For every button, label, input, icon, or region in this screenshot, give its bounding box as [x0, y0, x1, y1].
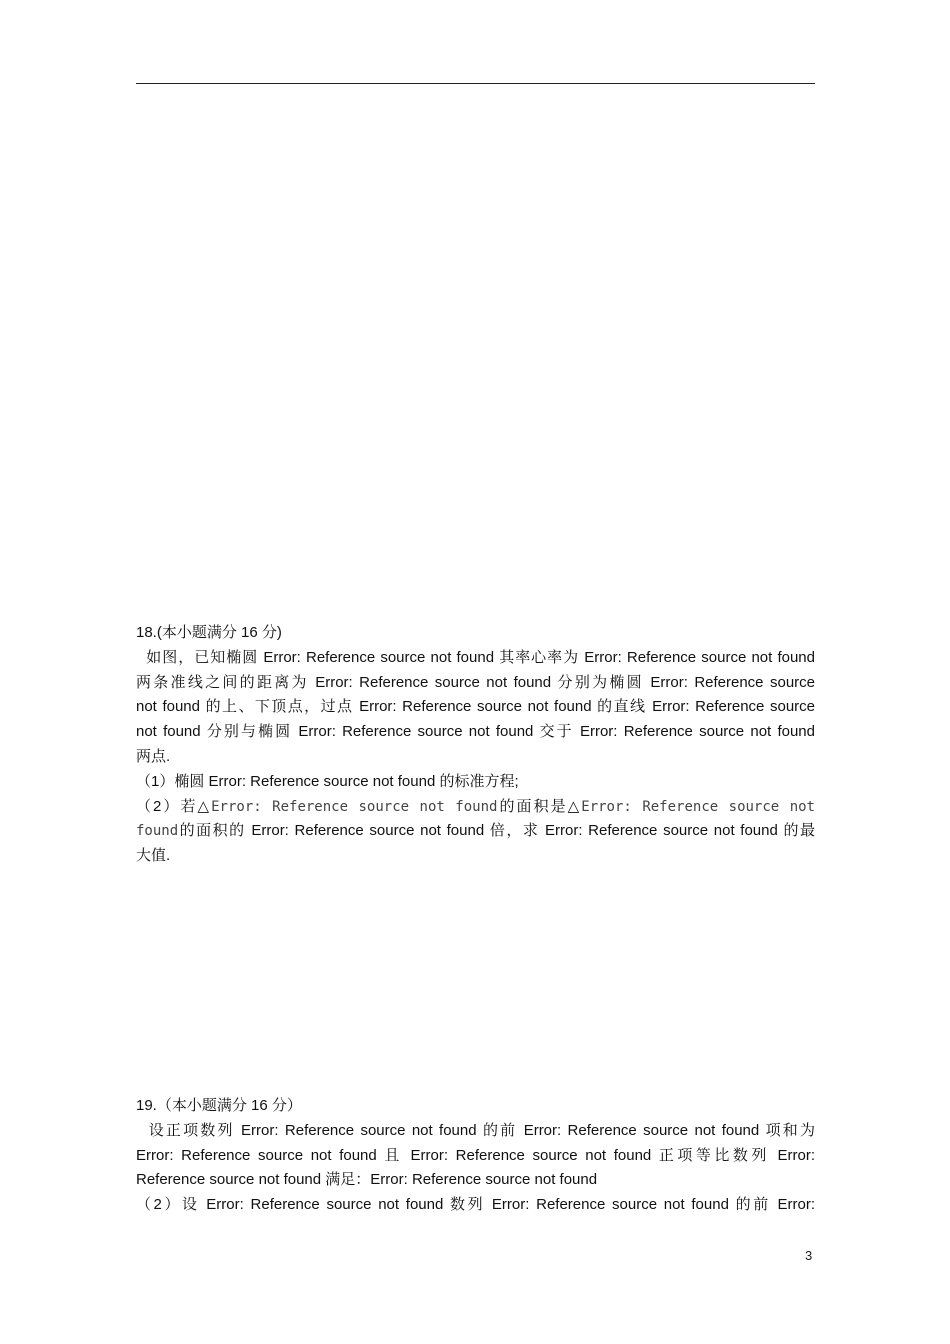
question-18-part-2-line-2	[136, 819, 815, 844]
question-19-line-2: Error: Reference source not found 且 Error: Reference source not found 正项等比数列 Error:	[136, 1146, 815, 1164]
question-18-part-1: （1）椭圆 Error: Reference source not found 的标准方程;	[136, 772, 519, 790]
part-2-prefix: （2）若△	[136, 797, 212, 815]
question-18-part-2-line-1	[136, 795, 815, 820]
question-19-line-3: Reference source not found 满足：Error: Reference source not found	[136, 1171, 598, 1189]
part-2-ref-1: Error: Reference source not found	[211, 798, 498, 815]
part-2-middle: 的面积是△	[497, 797, 582, 815]
page-number: 3	[805, 1248, 813, 1263]
question-19	[136, 1094, 815, 1218]
question-18-line-1: 如图，已知椭圆 Error: Reference source not found 其率心率为 Error: Reference source not found	[136, 648, 815, 666]
question-18-part-2-line-3: 大值.	[136, 847, 171, 865]
question-19-line-1: 设正项数列 Error: Reference source not found 的前 Error: Reference source not found 项和为	[136, 1121, 815, 1139]
question-19-line-4: （2）设 Error: Reference source not found 数列 Error: Reference source not found 的前 Error:	[136, 1196, 815, 1214]
question-18-line-4: not found 分别与椭圆 Error: Reference source not found 交于 Error: Reference source not found	[136, 723, 815, 741]
question-19-title: 19.（本小题满分 16 分）	[136, 1097, 302, 1114]
question-18-line-3: not found 的上、下顶点，过点 Error: Reference source not found 的直线 Error: Reference source	[136, 698, 815, 716]
question-18-title: 18.(本小题满分 16 分)	[136, 624, 282, 641]
part-2-ref-2: Error: Reference source not	[581, 798, 815, 815]
question-18-line-2: 两条准线之间的距离为 Error: Reference source not found 分别为椭圆 Error: Reference source	[136, 673, 815, 691]
part-2-ref-3: found	[136, 823, 179, 840]
question-18-line-5: 两点.	[136, 747, 171, 765]
part-2-rest: 的面积的 Error: Reference source not found 倍，求 Error: Reference source not found 的最	[178, 822, 815, 840]
question-18	[136, 621, 815, 869]
header-rule	[136, 83, 815, 84]
